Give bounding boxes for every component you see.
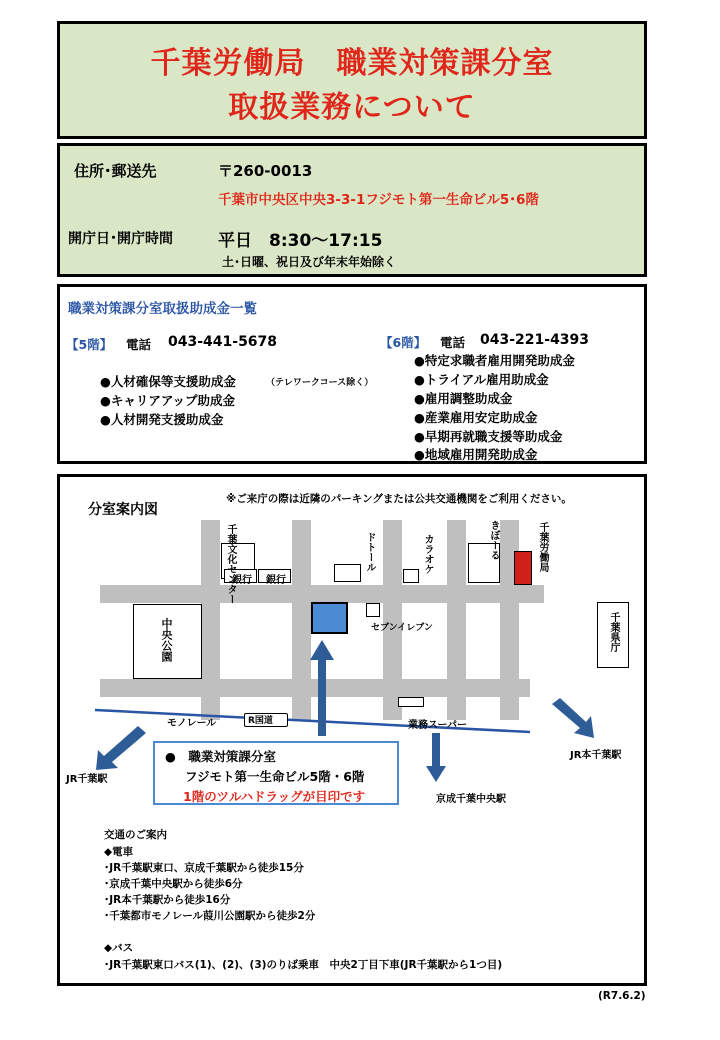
floor6-label: 【6階】 — [380, 335, 427, 350]
map-note: ※ご来庁の際は近隣のパーキングまたは公共交通機関をご利用ください。 — [226, 493, 572, 505]
floor5-phone-label: 電話 — [126, 337, 152, 352]
label-doutor: ドトール — [364, 532, 375, 572]
closed-days: 土･日曜、祝日及び年末年始除く — [222, 255, 397, 269]
label-keisei: 京成千葉中央駅 — [436, 794, 506, 805]
label-kibou: きぼーる — [488, 520, 499, 560]
title-line-2: 取扱業務について — [228, 90, 476, 125]
floor5-item: ●人材開発支援助成金 — [100, 412, 224, 427]
map-heading: 分室案内図 — [88, 502, 158, 518]
callout-line-3: 1階のツルハドラッグが目印です — [183, 789, 366, 804]
floor6-item: ●雇用調整助成金 — [414, 391, 513, 406]
floor5-note: （テレワークコース除く） — [266, 378, 374, 388]
floor6-item: ●地域雇用開発助成金 — [414, 447, 538, 462]
label-bank2: 銀行 — [266, 575, 286, 586]
floor5-phone: 043-441-5678 — [168, 334, 278, 350]
floor6-phone: 043-221-4393 — [480, 332, 590, 348]
bus-item: ･JR千葉駅東口バス(1)、(2)、(3)のりば乗車 中央2丁目下車(JR千葉駅から1つ目) — [104, 959, 503, 971]
office-callout — [153, 741, 399, 805]
floor5-label: 【5階】 — [66, 337, 113, 352]
label-labor-bureau: 千葉労働局 — [537, 522, 548, 572]
hours-label: 開庁日･開庁時間 — [68, 231, 173, 247]
title-line-1: 千葉労働局 職業対策課分室 — [150, 46, 554, 81]
label-central-park: 中央公園 — [160, 618, 173, 662]
office-hours: 平日 8:30～17:15 — [218, 231, 383, 251]
subsidy-heading: 職業対策課分室取扱助成金一覧 — [68, 301, 257, 317]
label-culture-center: 千葉文化センター — [225, 524, 236, 604]
floor6-phone-label: 電話 — [440, 335, 466, 350]
train-item: ･京成千葉中央駅から徒歩6分 — [104, 878, 243, 890]
callout-line-2: フジモト第一生命ビル5階・6階 — [185, 769, 365, 784]
label-karaoke: カラオケ — [422, 534, 433, 574]
label-jr-honchiba: JR本千葉駅 — [570, 750, 622, 761]
address-label: 住所･郵送先 — [74, 162, 157, 180]
label-seven: セブンイレブン — [371, 623, 433, 633]
train-item: ･JR本千葉駅から徒歩16分 — [104, 894, 231, 906]
label-bank1: 銀行 — [232, 575, 252, 586]
footer-date: (R7.6.2) — [598, 990, 646, 1002]
train-item: ･JR千葉駅東口、京成千葉駅から徒歩15分 — [104, 862, 304, 874]
train-label: ◆電車 — [104, 846, 134, 858]
floor6-item: ●産業雇用安定助成金 — [414, 410, 538, 425]
floor5-item: ●キャリアアップ助成金 — [100, 393, 236, 408]
label-supermarket: 業務スーパー — [408, 720, 467, 731]
label-monorail: モノレール — [167, 718, 217, 729]
train-item: ･千葉都市モノレール葭川公園駅から徒歩2分 — [104, 910, 316, 922]
floor6-item: ●トライアル雇用助成金 — [414, 372, 549, 387]
label-jr-chiba: JR千葉駅 — [66, 774, 108, 785]
access-heading: 交通のご案内 — [104, 829, 167, 841]
route-label: R国道 — [248, 716, 273, 726]
postal-code: 〒260-0013 — [218, 162, 313, 180]
floor5-item: ●人材確保等支援助成金 — [100, 374, 236, 389]
floor6-item: ●特定求職者雇用開発助成金 — [414, 353, 575, 368]
callout-line-1: ● 職業対策課分室 — [165, 749, 276, 764]
label-prefecture: 千葉県庁 — [608, 612, 619, 652]
bus-label: ◆バス — [104, 942, 134, 954]
street-address: 千葉市中央区中央3-3-1フジモト第一生命ビル5･6階 — [218, 192, 539, 208]
floor6-item: ●早期再就職支援等助成金 — [414, 429, 563, 444]
